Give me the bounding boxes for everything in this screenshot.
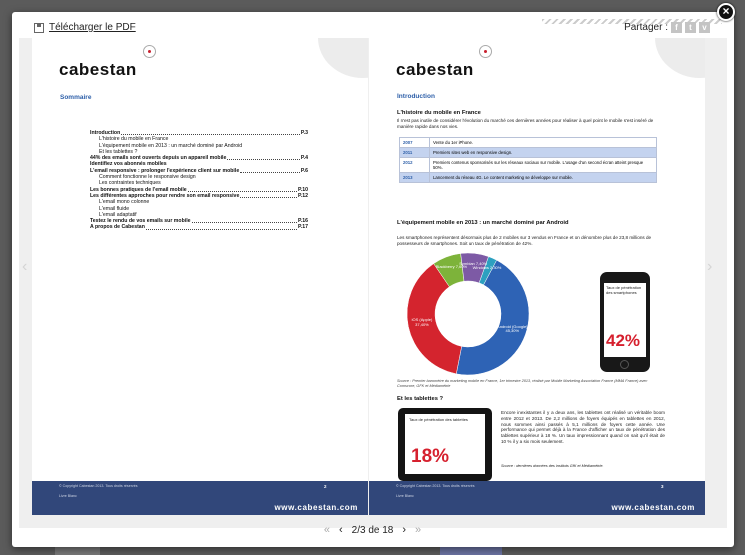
tablet-screen <box>405 414 485 474</box>
cabestan-logo: cabestan <box>59 60 137 79</box>
timeline-year: 2012 <box>400 158 430 173</box>
floppy-disk-icon <box>34 23 44 33</box>
prev-page-arrow[interactable]: ‹ <box>22 258 28 275</box>
donut-chart <box>403 251 533 377</box>
toc-item[interactable] <box>90 224 308 230</box>
twitter-icon[interactable]: t <box>685 22 696 33</box>
tablet-label: Taux de pénétration des tablettes <box>409 417 468 422</box>
toc-item-title: Les contraintes techniques <box>99 180 161 187</box>
toc-item-title: Les bonnes pratiques de l'email mobile <box>90 186 187 193</box>
toc-leader-dots <box>188 188 297 192</box>
toc-item-title: Comment fonctionne le responsive design <box>99 174 196 181</box>
document-page-left <box>32 38 368 515</box>
toc-item-title: Et les tablettes ? <box>99 148 138 155</box>
chart-slice-label: Android (Google) 45,30% <box>497 323 528 334</box>
section-title: Sommaire <box>60 94 92 101</box>
heading-history: L'histoire du mobile en France <box>397 110 481 116</box>
toc-leader-dots <box>240 194 297 198</box>
footer-page-number: 3 <box>661 484 664 489</box>
viadeo-icon[interactable]: v <box>699 22 710 33</box>
document-page-right <box>369 38 705 515</box>
last-page-button[interactable]: » <box>415 524 422 536</box>
table-row <box>400 148 657 158</box>
toc-leader-dots <box>227 156 300 160</box>
toc-item-page: P.6 <box>300 167 308 174</box>
paragraph-tablets: Encore inexistantes il y a deux ans, les tablettes ont réalisé un véritable boom entre 2012 et 2013. De 2,2 millions de foyers équipés en tablettes en 2012, nous sommes ainsi passés à 5,1 millions de foyers cette année. Une performance qui permet déjà à la France d'afficher un taux de pénétration des tablettes supérieur à 18 %. Un taux impressionnant quand on sait qu'il était de 10 % il y a six mois seulement. <box>501 410 665 444</box>
page-footer <box>369 481 705 515</box>
heading-tablets: Et les tablettes ? <box>397 396 444 402</box>
toc-item-title: 44% des emails sont ouverts depuis un appareil mobile <box>90 155 227 162</box>
toc-leader-dots <box>121 131 300 135</box>
toc-item-title: L'équipement mobile en 2013 : un marché dominé par Android <box>99 142 243 149</box>
toc-item-title: A propos de Cabestan <box>90 224 145 231</box>
timeline-table <box>399 137 657 183</box>
toc-item-page: P.4 <box>300 155 308 162</box>
phone-label: Taux de pénétration des smartphones <box>606 285 642 295</box>
toc-leader-dots <box>240 169 300 173</box>
timeline-text: Vente du 1er iPhone. <box>430 138 657 148</box>
toc-item-title: Identifiez vos abonnés mobiles <box>90 161 167 168</box>
phone-home-button <box>620 360 629 369</box>
share-bar <box>624 22 710 33</box>
page-indicator: 2/3 de 18 <box>351 524 394 536</box>
footer-copyright: © Copyright Cabestan 2013. Tous droits réservés <box>396 484 475 488</box>
timeline-year: 2011 <box>400 148 430 158</box>
timeline-year: 2013 <box>400 173 430 183</box>
table-row <box>400 158 657 173</box>
market-share-chart <box>403 251 533 377</box>
toc-item-title: Testez le rendu de vos emails sur mobile <box>90 218 191 225</box>
timeline-text: Premiers sites web en responsive design. <box>430 148 657 158</box>
footer-url: www.cabestan.com <box>274 503 358 512</box>
toc-item-page: P.12 <box>297 192 308 199</box>
phone-value: 42% <box>606 331 641 350</box>
chart-slice-label: Windows 2,30% <box>472 265 502 271</box>
table-row <box>400 138 657 148</box>
table-row <box>400 173 657 183</box>
timeline-text: Premiers contenus sponsorisés sur les réseaux sociaux sur mobile. L'usage d'un second écran atteint presque 50%. <box>430 158 657 173</box>
toc-item-page: P.16 <box>297 218 308 225</box>
timeline-year: 2007 <box>400 138 430 148</box>
toc-item-title: L'histoire du mobile en France <box>99 136 169 143</box>
toc-item-title: L'email mono colonne <box>99 199 150 206</box>
toc-item-page: P.3 <box>300 130 308 136</box>
table-of-contents <box>90 130 308 231</box>
cabestan-logo-mark <box>479 45 492 58</box>
timeline-text: Lancement du réseau 4G. Le content marketing se développe sur mobile. <box>430 173 657 183</box>
heading-equipment: L'équipement mobile en 2013 : un marché dominé par Android <box>397 220 569 226</box>
page-corner-decoration <box>655 38 705 78</box>
facebook-icon[interactable]: f <box>671 22 682 33</box>
paragraph-equipment: Les smartphones représentent désormais plus de 2 mobiles sur 3 vendus en France et on dénombre plus de 23,8 millions de possesseurs de smartphones. Soit un taux de pénétration de 42%. <box>397 235 652 246</box>
chart-slice-label: iOS (Apple) 37,40% <box>411 317 433 327</box>
toc-item-title: Introduction <box>90 130 121 136</box>
toc-item-page: P.17 <box>297 224 308 231</box>
first-page-button[interactable]: « <box>323 524 330 536</box>
section-title: Introduction <box>397 93 435 100</box>
footer-url: www.cabestan.com <box>611 503 695 512</box>
next-page-button[interactable]: › <box>402 524 407 536</box>
page-corner-decoration <box>318 38 368 78</box>
cabestan-logo: cabestan <box>396 60 474 79</box>
chart-source: Source : Premier baromètre du marketing mobile en France, 1er trimestre 2013, réalisé par Mobile Marketing Association France (MMA France) avec Comscore, GFK et Médiamétrie <box>397 379 648 388</box>
toc-item-page: P.10 <box>297 186 308 193</box>
smartphone-illustration <box>600 272 650 372</box>
toc-item-title: Les différentes approches pour rendre son email responsive <box>90 192 240 199</box>
footer-page-number: 2 <box>324 484 327 489</box>
tablet-value: 18% <box>411 446 450 467</box>
close-icon[interactable]: × <box>717 3 735 21</box>
toc-item-title: L'email fluide <box>99 205 130 212</box>
footer-copyright: © Copyright Cabestan 2013. Tous droits réservés <box>59 484 138 488</box>
toc-leader-dots <box>192 219 297 223</box>
download-toolbar <box>34 22 136 33</box>
download-pdf-link[interactable]: Télécharger le PDF <box>49 22 136 33</box>
toc-leader-dots <box>146 226 297 230</box>
footer-book-label: Livre Blanc <box>396 494 414 498</box>
toc-item-title: L'email adaptatif <box>99 211 137 218</box>
prev-page-button[interactable]: ‹ <box>338 524 343 536</box>
chart-slice-label: Blackberry 7,60% <box>435 264 468 269</box>
share-label: Partager : <box>624 22 668 33</box>
page-footer <box>32 481 368 515</box>
cabestan-logo-mark <box>143 45 156 58</box>
phone-screen <box>604 283 646 357</box>
footer-book-label: Livre Blanc <box>59 494 77 498</box>
tablets-source: Source : dernières données des instituts GfK et Médiamétrie. <box>501 464 604 468</box>
pagination <box>0 524 745 536</box>
paragraph-history: Il n'est pas inutile de considérer l'évolution du marché ces dernières années pour réaliser à quel point le mobile s'est inséré de manière rapide dans nos vies. <box>397 118 654 129</box>
tablet-illustration <box>398 408 492 481</box>
next-page-arrow[interactable]: › <box>707 258 713 275</box>
toc-item-title: L'email responsive : prolonger l'expérience client sur mobile <box>90 167 240 174</box>
chart-slice-label: Symbian 7,40% <box>459 261 488 267</box>
